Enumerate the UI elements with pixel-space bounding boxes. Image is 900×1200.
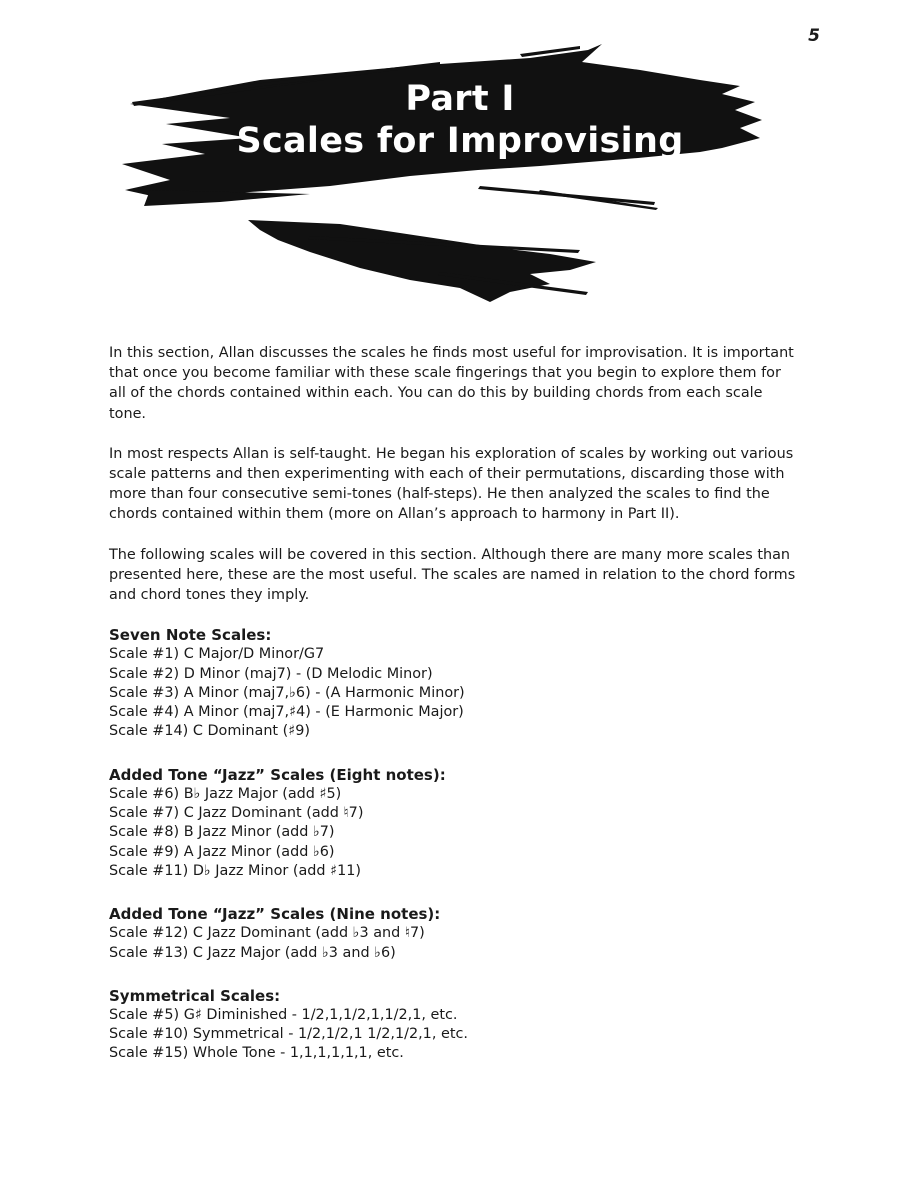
main-content <box>109 343 799 1064</box>
section-heading: Symmetrical Scales: <box>109 986 281 1005</box>
title-banner <box>110 40 810 310</box>
intro-paragraph: In this section, Allan discusses the scales he finds most useful for improvisation. It is important that once you become familiar with these scale fingerings that you begin to explore them for all of the chords contained within each. You can do this by building chords from each scale tone. <box>109 345 794 422</box>
scale-item: Scale #12) C Jazz Dominant (add ♭3 and ♮7) <box>109 925 425 942</box>
section-eight-note-jazz-scales <box>109 765 799 881</box>
scale-item: Scale #1) C Major/D Minor/G7 <box>109 646 325 663</box>
banner-title <box>110 78 810 162</box>
title-line-2: Scales for Improvising <box>236 121 684 161</box>
scale-item: Scale #15) Whole Tone - 1,1,1,1,1,1, etc. <box>109 1045 404 1062</box>
scale-item: Scale #14) C Dominant (♯9) <box>109 723 310 740</box>
page-number: 5 <box>808 26 820 46</box>
section-heading: Seven Note Scales: <box>109 626 272 645</box>
scale-item: Scale #11) D♭ Jazz Minor (add ♯11) <box>109 862 362 879</box>
scale-item: Scale #2) D Minor (maj7) - (D Melodic Minor) <box>109 665 433 682</box>
scale-item: Scale #13) C Jazz Major (add ♭3 and ♭6) <box>109 944 396 961</box>
section-heading: Added Tone “Jazz” Scales (Nine notes): <box>109 905 441 924</box>
scale-item: Scale #5) G♯ Diminished - 1/2,1,1/2,1,1/2,1, etc. <box>109 1006 458 1023</box>
section-seven-note-scales <box>109 625 799 741</box>
scale-item: Scale #7) C Jazz Dominant (add ♮7) <box>109 805 364 822</box>
section-nine-note-jazz-scales <box>109 904 799 963</box>
scale-item: Scale #9) A Jazz Minor (add ♭6) <box>109 843 335 860</box>
scale-item: Scale #8) B Jazz Minor (add ♭7) <box>109 824 335 841</box>
scale-item: Scale #10) Symmetrical - 1/2,1/2,1 1/2,1/2,1, etc. <box>109 1026 468 1043</box>
scale-item: Scale #4) A Minor (maj7,♯4) - (E Harmonic Major) <box>109 704 464 721</box>
section-heading: Added Tone “Jazz” Scales (Eight notes): <box>109 765 446 784</box>
background-paragraph: In most respects Allan is self-taught. He began his exploration of scales by working out various scale patterns and then experimenting with each of their permutations, discarding those with more than four consecutive semi-tones (half-steps). He then analyzed the scales to find the chords contained within them (more on Allan’s approach to harmony in Part II). <box>109 445 794 523</box>
scale-item: Scale #3) A Minor (maj7,♭6) - (A Harmonic Minor) <box>109 684 465 701</box>
title-line-1: Part I <box>405 79 515 119</box>
section-symmetrical-scales <box>109 986 799 1064</box>
scale-item: Scale #6) B♭ Jazz Major (add ♯5) <box>109 785 342 802</box>
overview-paragraph: The following scales will be covered in this section. Although there are many more scales than presented here, these are the most useful. The scales are named in relation to the chord forms and chord tones they imply. <box>109 546 796 604</box>
